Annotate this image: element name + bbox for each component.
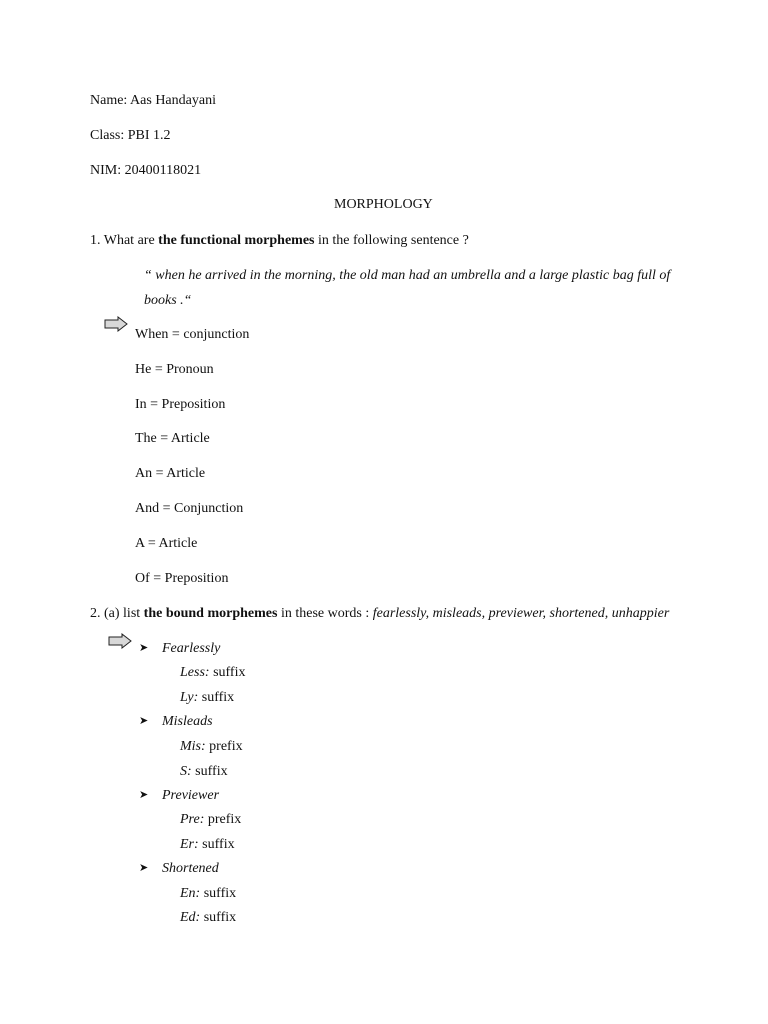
q2-number: 2. (a) list (90, 606, 144, 621)
list-item: The = Article (135, 431, 210, 446)
morpheme-row (180, 765, 228, 779)
morpheme-row (180, 838, 235, 852)
arrowhead-bullet-icon: ➤ (139, 862, 149, 874)
q1-prefix: 1. What are (90, 233, 159, 248)
morpheme: Less: (180, 665, 210, 680)
list-item: Of = Preposition (135, 571, 229, 586)
question-1 (90, 234, 469, 248)
student-name: Name: Aas Handayani (90, 93, 216, 108)
morpheme-row (180, 691, 234, 705)
morpheme-type: suffix (198, 837, 235, 852)
morpheme: En: (180, 886, 201, 901)
quote-line-2: books .“ (144, 293, 192, 308)
word-item: Fearlessly (162, 641, 221, 656)
student-class: Class: PBI 1.2 (90, 128, 171, 143)
list-item: When = conjunction (135, 327, 250, 342)
arrowhead-bullet-icon: ➤ (139, 789, 149, 801)
right-arrow-icon (108, 633, 132, 649)
morpheme-row (180, 911, 236, 925)
morpheme: Er: (180, 837, 199, 852)
arrowhead-bullet-icon: ➤ (139, 642, 149, 654)
question-2 (90, 607, 669, 621)
student-nim: NIM: 20400118021 (90, 163, 202, 178)
morpheme-type: suffix (200, 886, 237, 901)
q1-suffix: in the following sentence ? (314, 233, 469, 248)
q2-bold: the bound morphemes (143, 606, 278, 621)
list-item: He = Pronoun (135, 362, 214, 377)
list-item: A = Article (135, 536, 198, 551)
morpheme-type: suffix (191, 764, 228, 779)
morpheme: S: (180, 764, 192, 779)
morpheme-row (180, 666, 245, 680)
morpheme-row (180, 740, 243, 754)
morpheme-type: suffix (198, 690, 235, 705)
q1-bold: the functional morphemes (158, 233, 315, 248)
morpheme: Ed: (180, 910, 201, 925)
word-item: Shortened (162, 861, 219, 876)
morpheme-row (180, 813, 241, 827)
morpheme: Mis: (180, 739, 206, 754)
q2-words: fearlessly, misleads, previewer, shortened, unhappier (372, 606, 670, 621)
q2-mid: in these words : (277, 606, 373, 621)
morpheme-type: suffix (200, 910, 237, 925)
arrowhead-bullet-icon: ➤ (139, 715, 149, 727)
morpheme-row (180, 887, 236, 901)
list-item: In = Preposition (135, 397, 226, 412)
morpheme-type: suffix (209, 665, 246, 680)
word-item: Misleads (162, 714, 213, 729)
page-title: MORPHOLOGY (334, 197, 433, 212)
morpheme: Pre: (180, 812, 205, 827)
right-arrow-icon (104, 316, 128, 332)
morpheme: Ly: (180, 690, 199, 705)
morpheme-type: prefix (204, 812, 242, 827)
word-item: Previewer (162, 788, 220, 803)
list-item: An = Article (135, 466, 206, 481)
morpheme-type: prefix (205, 739, 243, 754)
quote-line-1: “ when he arrived in the morning, the old man had an umbrella and a large plastic bag full of (144, 268, 671, 283)
list-item: And = Conjunction (135, 501, 244, 516)
